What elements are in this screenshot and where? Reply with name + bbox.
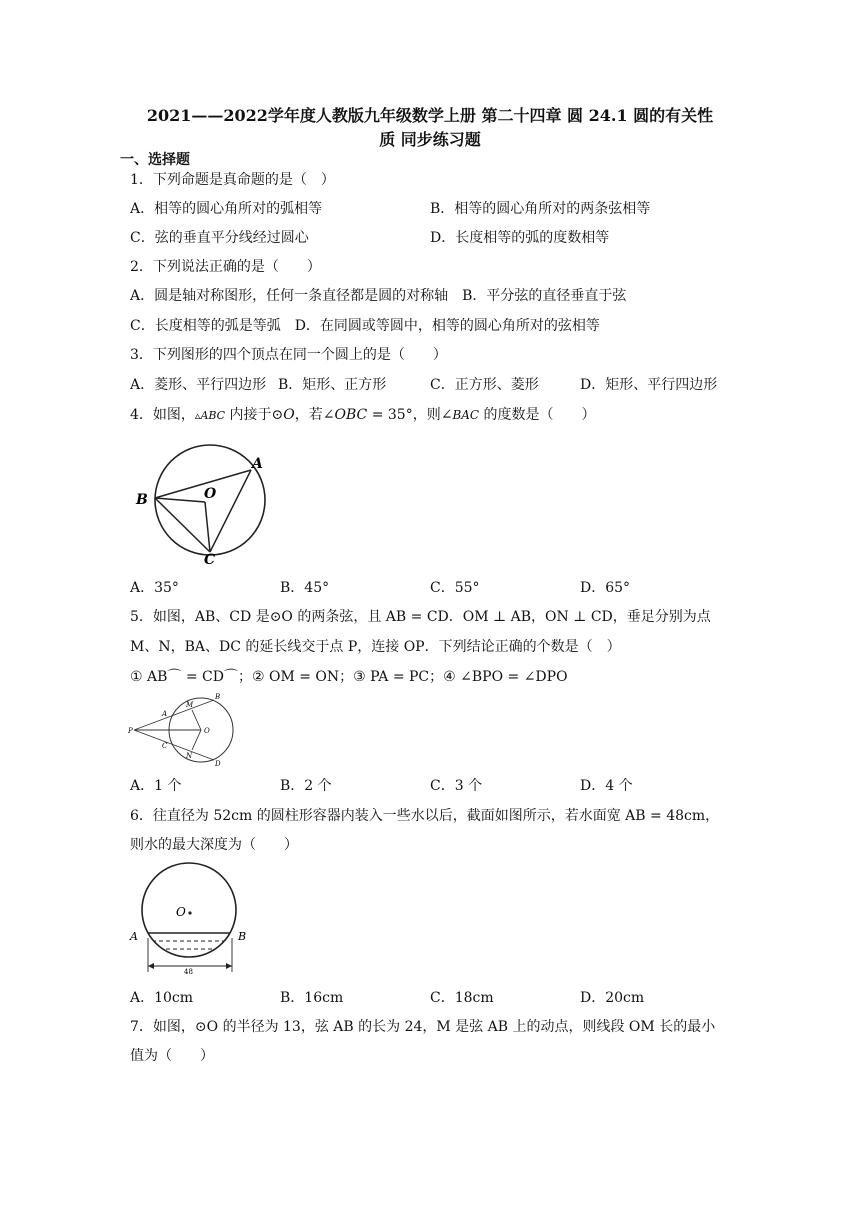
- q4-stem-prefix: 4．如图，: [130, 407, 195, 423]
- q6-line-2: 则水的最大深度为（ ）: [130, 837, 298, 853]
- q3-stem: 3．下列图形的四个顶点在同一个圆上的是（ ）: [130, 347, 447, 363]
- q4-label-c: C: [204, 552, 216, 565]
- q6-line-1: 6．往直径为 52cm 的圆柱形容器内装入一些水以后，截面如图所示，若水面宽 AB = 48cm，: [130, 808, 720, 824]
- q5-option-b: B．2 个: [280, 778, 332, 794]
- q5-line-2: M、N，BA、DC 的延长线交于点 P，连接 OP．下列结论正确的个数是（ ）: [130, 639, 621, 655]
- q7-line-2: 值为（ ）: [130, 1048, 214, 1064]
- q6-label-o: O: [176, 905, 186, 919]
- q4-target-angle: BAC: [452, 408, 480, 422]
- q4-radius-ob: [155, 498, 205, 502]
- q5-figure: [126, 690, 236, 768]
- q4-option-d: D．65°: [580, 580, 631, 596]
- section-heading: 一、选择题: [120, 152, 190, 168]
- q6-figure: [128, 860, 253, 980]
- q1-option-a: A．相等的圆心角所对的弧相等: [130, 201, 323, 217]
- q3-option-c: C．正方形、菱形: [430, 377, 539, 393]
- q4-option-a: A．35°: [130, 580, 179, 596]
- q7-line-1: 7．如图，⊙O 的半径为 13，弦 AB 的长为 24，M 是弦 AB 上的动点，则线段 OM 长的最小: [130, 1019, 716, 1035]
- q5-line-pd: [134, 730, 214, 760]
- q5-label-m: M: [186, 701, 194, 709]
- page-title: [120, 104, 740, 152]
- q5-label-n: N: [186, 752, 193, 760]
- q5-option-d: D．4 个: [580, 778, 633, 794]
- q5-label-p: P: [128, 727, 133, 735]
- q4-option-b: B．45°: [280, 580, 330, 596]
- q4-figure: [130, 440, 280, 565]
- q5-label-a: A: [162, 710, 168, 718]
- q6-option-a: A．10cm: [130, 990, 194, 1006]
- q6-option-b: B．16cm: [280, 990, 344, 1006]
- q5-label-c: C: [162, 742, 168, 750]
- q5-label-d: D: [215, 760, 221, 768]
- title-line-2: 质 同步练习题: [379, 130, 481, 149]
- q5-line-on: [192, 730, 201, 750]
- q5-option-a: A．1 个: [130, 778, 182, 794]
- q4-triangle: ▵ABC: [194, 409, 226, 422]
- q4-chord-ac: [210, 470, 251, 552]
- q1-option-c: C．弦的垂直平分线经过圆心: [130, 230, 309, 246]
- q4-stem-mid2: ，若∠: [294, 407, 335, 423]
- q5-label-o: O: [204, 727, 210, 735]
- q4-stem-eq: = 35°，则∠: [367, 407, 453, 423]
- q6-arrow-right: [226, 963, 232, 969]
- q5-line-pb: [134, 700, 214, 730]
- q1-stem: 1．下列命题是真命题的是（ ）: [130, 172, 335, 188]
- q6-arrow-left: [148, 963, 154, 969]
- q1-option-d: D．长度相等的弧的度数相等: [430, 230, 610, 246]
- q5-line-1: 5．如图，AB、CD 是⊙O 的两条弦，且 AB = CD．OM ⊥ AB，ON ⊥ CD，垂足分别为点: [130, 609, 711, 625]
- q4-chord-bc: [155, 498, 210, 552]
- q4-stem-mid1: 内接于⊙: [225, 407, 284, 423]
- q4-angle: OBC: [334, 407, 368, 423]
- q1-option-b: B．相等的圆心角所对的两条弦相等: [430, 201, 651, 217]
- q6-circle: [142, 863, 236, 957]
- q4-stem: [130, 405, 596, 426]
- q4-radius-oc: [205, 502, 210, 552]
- title-line-1: 2021——2022学年度人教版九年级数学上册 第二十四章 圆 24.1 圆的有关性: [146, 106, 714, 125]
- q4-chord-ab: [155, 470, 251, 498]
- q4-label-b: B: [136, 492, 148, 508]
- q5-line-3: ① AB⌒ = CD⌒；② OM = ON；③ PA = PC；④ ∠BPO = ∠DPO: [130, 669, 568, 685]
- q5-label-b: B: [215, 693, 221, 701]
- q4-center: O: [283, 407, 295, 423]
- q5-option-c: C．3 个: [430, 778, 483, 794]
- q5-line-om: [192, 710, 201, 730]
- q2-options-ab: A．圆是轴对称图形，任何一条直径都是圆的对称轴 B．平分弦的直径垂直于弦: [130, 288, 627, 304]
- q4-option-c: C．55°: [430, 580, 480, 596]
- q6-option-d: D．20cm: [580, 990, 645, 1006]
- q6-label-a: A: [130, 930, 138, 943]
- q6-option-c: C．18cm: [430, 990, 494, 1006]
- q4-label-o: O: [204, 486, 217, 502]
- q3-option-a: A．菱形、平行四边形: [130, 377, 267, 393]
- q3-option-d: D．矩形、平行四边形: [580, 377, 718, 393]
- q2-options-cd: C．长度相等的弧是等弧 D．在同圆或等圆中，相等的圆心角所对的弦相等: [130, 318, 600, 334]
- q6-label-b: B: [238, 930, 247, 943]
- q6-center-dot: [188, 911, 191, 914]
- q4-label-a: A: [252, 456, 263, 472]
- q4-stem-tail: 的度数是（ ）: [479, 407, 596, 423]
- q3-option-b: B．矩形、正方形: [278, 377, 387, 393]
- q2-stem: 2．下列说法正确的是（ ）: [130, 259, 321, 275]
- q6-dim-label: 48: [184, 968, 193, 976]
